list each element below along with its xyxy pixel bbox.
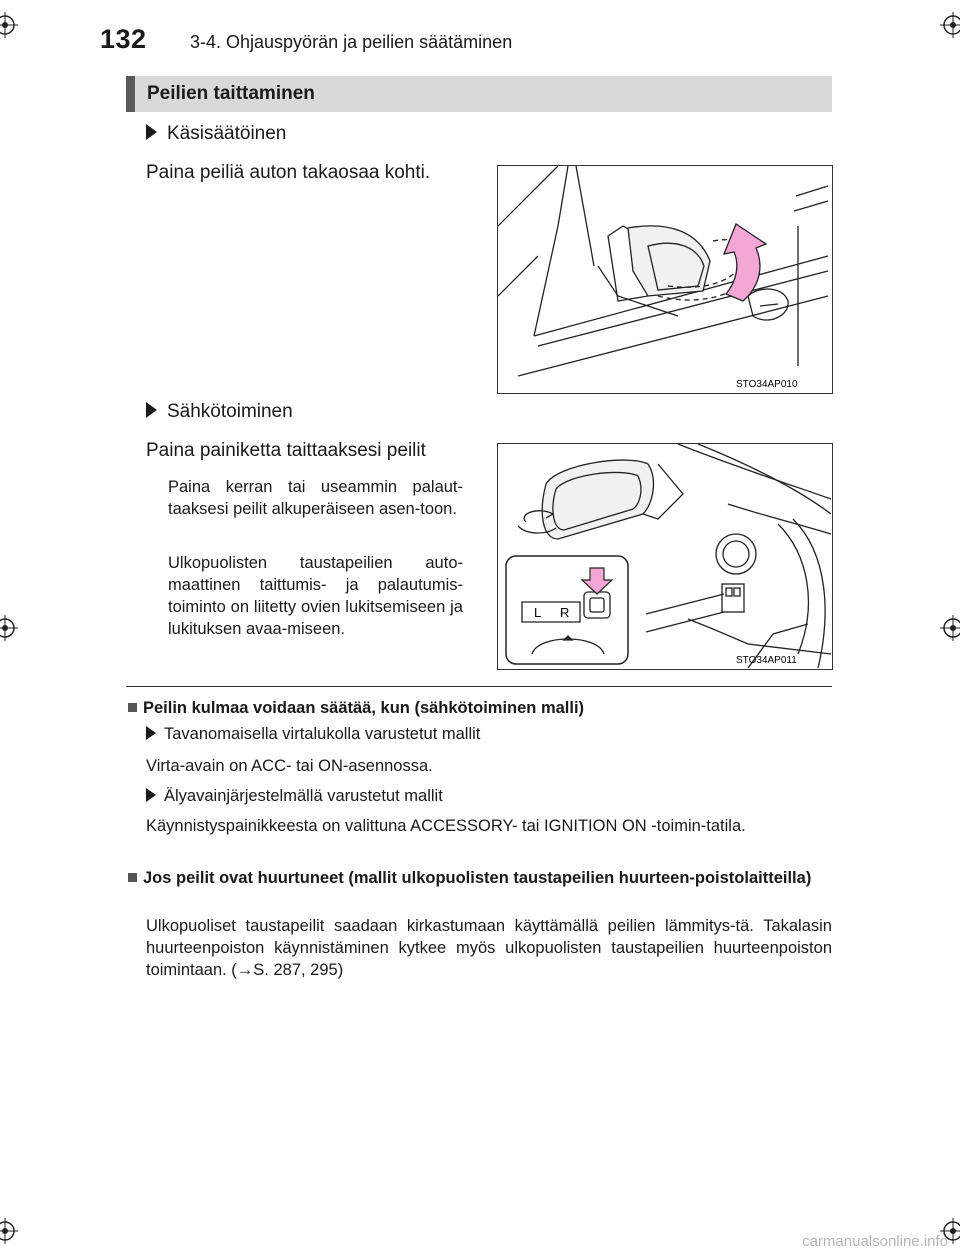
registration-mark-icon — [0, 615, 18, 641]
note-title: Jos peilit ovat huurtuneet (mallit ulkopuolisten taustapeilien huurteen-poistolaitteilla) — [143, 869, 812, 887]
electric-instruction: Paina painiketta taittaaksesi peilit — [146, 440, 426, 461]
note-item-text: Virta-avain on ACC- tai ON-asennossa. — [146, 757, 433, 775]
note-heading — [128, 867, 832, 889]
triangle-bullet-icon — [146, 402, 157, 418]
section-header — [126, 76, 832, 112]
note-item-heading: Älyavainjärjestelmällä varustetut mallit — [146, 785, 443, 807]
electric-note-2: Ulkopuolisten taustapeilien auto-maattinen taittumis- ja palautumis-toiminto on liitetty ovien lukitsemiseen ja lukituksen avaa-miseen. — [168, 554, 463, 638]
manual-label: Käsisäätöinen — [167, 123, 287, 144]
note-heading — [128, 697, 832, 719]
square-bullet-icon — [128, 703, 137, 712]
square-bullet-icon — [128, 873, 137, 882]
note-title: Peilin kulmaa voidaan säätää, kun (sähkötoiminen malli) — [143, 699, 585, 717]
figure-manual-fold — [497, 165, 833, 394]
switch-label-right: R — [560, 605, 570, 620]
manual-instruction: Paina peiliä auton takaosaa kohti. — [146, 162, 431, 183]
switch-label-left: L — [534, 605, 542, 620]
triangle-bullet-icon — [146, 788, 156, 802]
section-title: Peilien taittaminen — [147, 83, 315, 104]
mirror-switch-illustration — [498, 444, 831, 668]
registration-mark-icon — [940, 615, 960, 641]
triangle-bullet-icon — [146, 726, 156, 740]
page-number: 132 — [100, 24, 147, 54]
figure-code: STO34AP010 — [736, 379, 798, 390]
registration-mark-icon — [0, 12, 18, 38]
note-item-text: Käynnistyspainikkeesta on valittuna ACCESSORY- tai IGNITION ON -toimin-tatila. — [146, 817, 746, 835]
triangle-bullet-icon — [146, 124, 157, 140]
electric-subheading — [146, 401, 293, 423]
figure-code: STO34AP011 — [736, 655, 797, 666]
chapter-title: 3-4. Ohjauspyörän ja peilien säätäminen — [190, 32, 513, 52]
electric-label: Sähkötoiminen — [167, 401, 293, 422]
registration-mark-icon — [940, 12, 960, 38]
note-text: Ulkopuoliset taustapeilit saadaan kirkastumaan käyttämällä peilien lämmitys-tä. Takalasin huurteenpoiston käynnistäminen kytkee myös ulkopuolisten taustapeilien huurteenpoiston toimintaan. (→S. 287, 295) — [146, 917, 832, 979]
divider — [126, 686, 832, 687]
registration-mark-icon — [0, 1218, 18, 1244]
electric-note-1: Paina kerran tai useammin palaut-taaksesi peilit alkuperäiseen asen-toon. — [168, 478, 463, 518]
manual-subheading — [146, 123, 286, 145]
watermark: carmanualsonline.info — [802, 1233, 948, 1250]
note-item-heading: Tavanomaisella virtalukolla varustetut mallit — [146, 723, 480, 745]
mirror-manual-illustration — [498, 166, 831, 392]
figure-electric-fold — [497, 443, 833, 670]
